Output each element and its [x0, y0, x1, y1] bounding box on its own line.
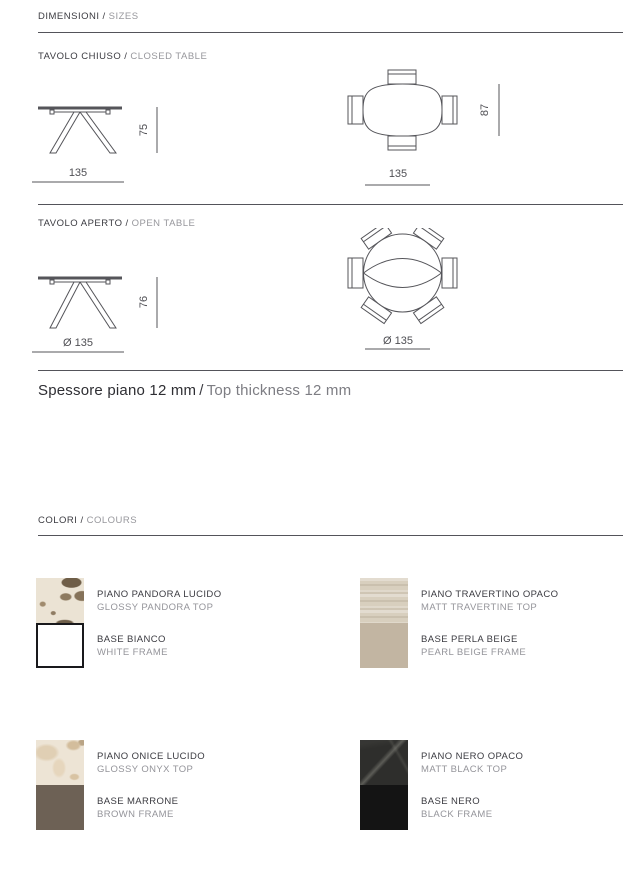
open-top-width-label: Ø 135 — [383, 335, 413, 347]
separator: / — [102, 11, 106, 22]
colour-option-nero-nero — [360, 740, 608, 830]
open-table-side-view-drawing — [30, 266, 180, 358]
open-side-height-label: 76 — [138, 295, 150, 309]
base-finish-name-it: BASE PERLA BEIGE — [421, 633, 518, 645]
top-finish-row — [360, 740, 608, 785]
separator: / — [125, 218, 129, 229]
top-finish-row — [36, 578, 360, 623]
base-finish-name-en: WHITE FRAME — [97, 646, 168, 658]
swatch-nero-base — [360, 785, 408, 830]
base-finish-name-en: BROWN FRAME — [97, 808, 174, 820]
top-finish-name-it: PIANO ONICE LUCIDO — [97, 750, 206, 762]
divider — [38, 204, 623, 205]
closed-side-height-label: 75 — [138, 123, 150, 137]
base-finish-row — [360, 785, 608, 830]
thickness-it: Spessore piano 12 mm — [38, 382, 197, 399]
base-finish-name-it: BASE BIANCO — [97, 633, 166, 645]
top-finish-name-it: PIANO PANDORA LUCIDO — [97, 588, 222, 600]
dimensions-title-en: SIZES — [108, 11, 139, 22]
separator: / — [124, 51, 128, 62]
swatch-nero-opaco-top — [360, 740, 408, 785]
closed-table-side-view-drawing — [30, 96, 180, 188]
base-finish-row — [360, 623, 608, 668]
base-finish-row — [36, 785, 360, 830]
open-table-top-view-drawing — [320, 228, 515, 352]
colour-option-travertino-perla — [360, 578, 608, 668]
top-finish-name-en: GLOSSY PANDORA TOP — [97, 601, 214, 613]
colours-title-en: COLOURS — [86, 515, 138, 526]
base-finish-name-en: PEARL BEIGE FRAME — [421, 646, 527, 658]
closed-table-label-it: TAVOLO CHIUSO — [38, 51, 122, 62]
colour-option-onice-marrone — [36, 740, 360, 830]
base-finish-row — [36, 623, 360, 668]
swatch-bianco-base — [36, 623, 84, 668]
top-finish-name-it: PIANO TRAVERTINO OPACO — [421, 588, 559, 600]
swatch-perla-beige-base — [360, 623, 408, 668]
closed-table-heading — [38, 51, 207, 62]
open-table-heading — [38, 218, 195, 229]
separator: / — [80, 515, 84, 526]
closed-top-depth-label: 87 — [479, 103, 491, 117]
top-finish-name-it: PIANO NERO OPACO — [421, 750, 524, 762]
closed-table-top-view-drawing — [320, 64, 515, 188]
dimensions-title-it: DIMENSIONI — [38, 11, 100, 22]
top-finish-name-en: MATT BLACK TOP — [421, 763, 508, 775]
colour-option-pandora-bianco — [36, 578, 360, 668]
colours-section-header — [38, 515, 137, 526]
dimensions-section-header — [38, 11, 139, 22]
open-table-label-it: TAVOLO APERTO — [38, 218, 123, 229]
separator: / — [199, 382, 204, 399]
swatch-pandora-top — [36, 578, 84, 623]
colour-options-grid — [36, 578, 618, 830]
closed-top-width-label: 135 — [388, 168, 408, 180]
top-finish-name-en: MATT TRAVERTINE TOP — [421, 601, 538, 613]
swatch-marrone-base — [36, 785, 84, 830]
base-finish-name-en: BLACK FRAME — [421, 808, 493, 820]
base-finish-name-it: BASE MARRONE — [97, 795, 179, 807]
top-finish-name-en: GLOSSY ONYX TOP — [97, 763, 194, 775]
closed-table-label-en: CLOSED TABLE — [130, 51, 208, 62]
divider — [38, 32, 623, 33]
closed-side-width-label: 135 — [68, 167, 88, 179]
divider — [38, 535, 623, 536]
base-finish-name-it: BASE NERO — [421, 795, 481, 807]
colours-title-it: COLORI — [38, 515, 78, 526]
top-finish-row — [360, 578, 608, 623]
open-side-width-label: Ø 135 — [63, 337, 93, 349]
top-thickness-line — [38, 382, 351, 399]
divider — [38, 370, 623, 371]
top-finish-row — [36, 740, 360, 785]
thickness-en: Top thickness 12 mm — [206, 382, 352, 399]
swatch-onice-top — [36, 740, 84, 785]
open-table-label-en: OPEN TABLE — [131, 218, 196, 229]
swatch-travertino-top — [360, 578, 408, 623]
